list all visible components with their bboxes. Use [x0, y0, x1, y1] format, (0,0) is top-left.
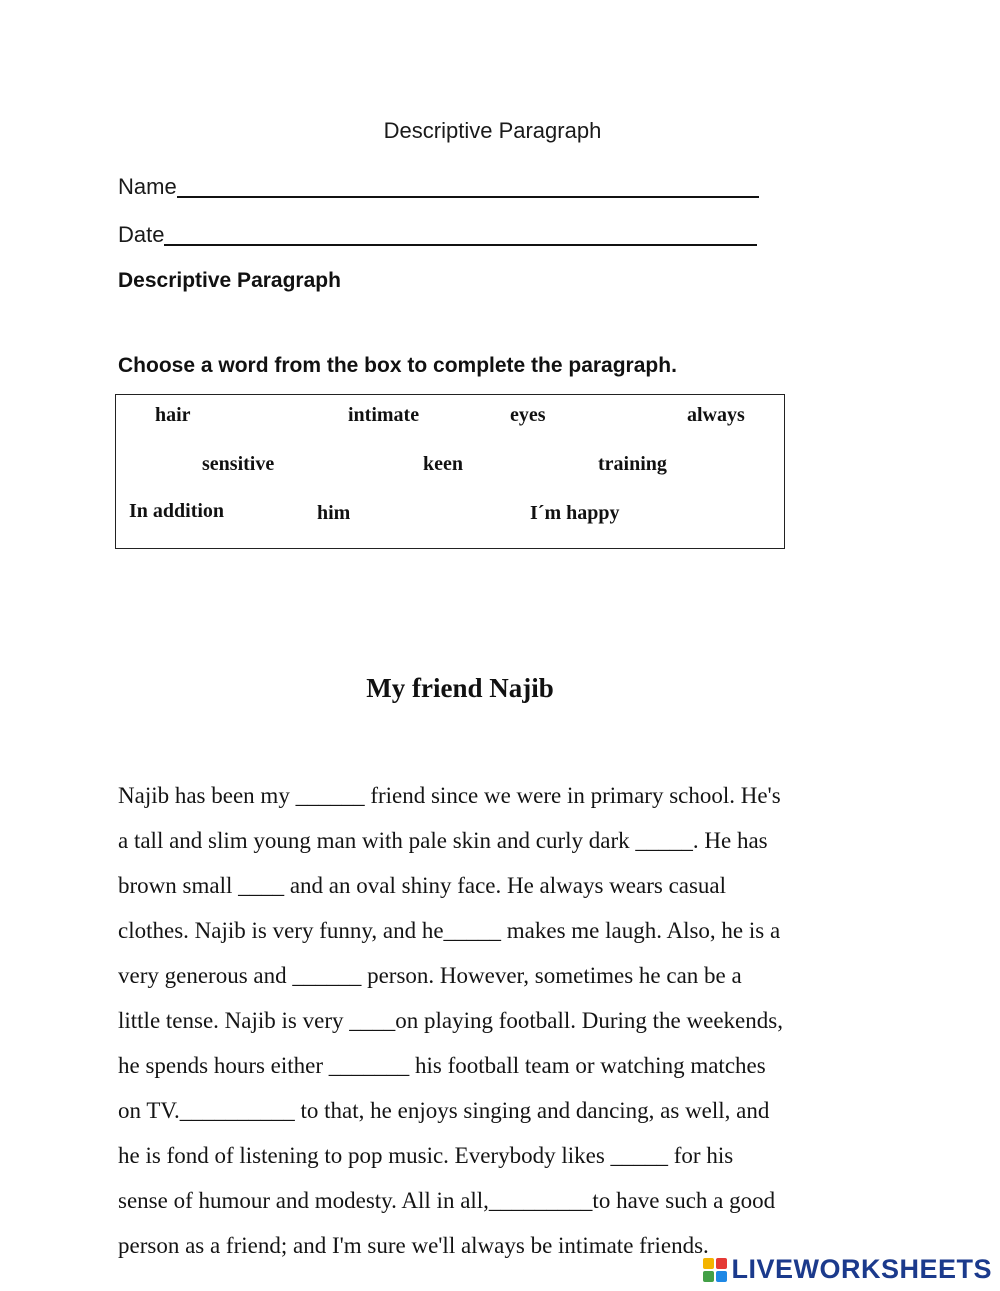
page-title: Descriptive Paragraph [383, 118, 602, 143]
story-line: person as a friend; and I'm sure we'll always be intimate friends. [118, 1233, 709, 1258]
story-line: he spends hours either _______ his football team or watching matches [118, 1053, 766, 1078]
story-paragraph [118, 778, 918, 1273]
word-bank-item: sensitive [202, 453, 275, 475]
story-title: My friend Najib [366, 673, 554, 703]
name-label: Name [118, 174, 177, 199]
brand-text: LIVEWORKSHEETS [731, 1254, 992, 1284]
word-bank-item: keen [423, 453, 463, 475]
liveworksheets-branding[interactable] [703, 1254, 992, 1285]
word-bank-item: I´m happy [530, 502, 620, 524]
word-bank-item: In addition [129, 500, 225, 522]
liveworksheets-logo-icon [703, 1258, 727, 1282]
story-line: on TV.__________ to that, he enjoys singing and dancing, as well, and [118, 1098, 770, 1123]
word-bank-item: intimate [348, 404, 420, 426]
story-line: a tall and slim young man with pale skin and curly dark _____. He has [118, 828, 768, 853]
date-blank-line[interactable] [164, 222, 757, 246]
name-blank-line[interactable] [177, 174, 759, 198]
word-bank-item: training [598, 453, 667, 475]
word-bank-item: always [687, 404, 745, 426]
date-label: Date [118, 222, 165, 247]
word-bank-box [115, 394, 785, 549]
word-bank-item: him [317, 502, 351, 524]
story-line: little tense. Najib is very ____on playing football. During the weekends, [118, 1008, 783, 1033]
story-line: he is fond of listening to pop music. Everybody likes _____ for his [118, 1143, 734, 1168]
story-line: clothes. Najib is very funny, and he_____ makes me laugh. Also, he is a [118, 918, 781, 943]
date-field-row [118, 222, 757, 248]
name-field-row [118, 174, 759, 200]
word-bank-item: eyes [510, 404, 546, 426]
instruction-text: Choose a word from the box to complete the paragraph. [118, 354, 677, 377]
story-line: Najib has been my ______ friend since we were in primary school. He's [118, 783, 781, 808]
story-line: brown small ____ and an oval shiny face. He always wears casual [118, 873, 727, 898]
word-bank-item: hair [155, 404, 191, 426]
story-line: sense of humour and modesty. All in all,_________to have such a good [118, 1188, 776, 1213]
section-heading: Descriptive Paragraph [118, 269, 341, 292]
story-line: very generous and ______ person. However, sometimes he can be a [118, 963, 742, 988]
